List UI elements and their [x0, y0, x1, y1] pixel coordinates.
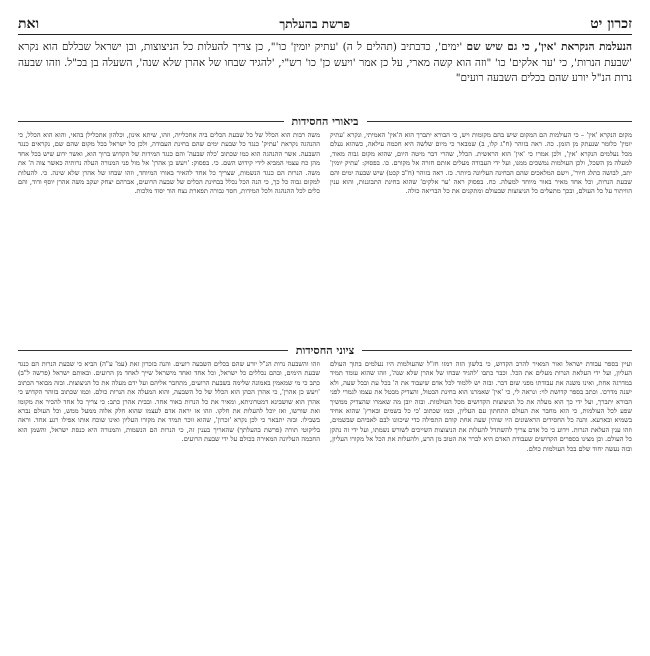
commentary-section-2 — [18, 360, 632, 656]
commentary-1-right-column: מקום הנקרא 'אין' – כי העולמות הם המקום שיש בהם מקומות ויש, כי הבורא יתברך הוא ה'אין' האמיתי, ונקרא 'עתיק יומין' כלומר שנעתק מן הזמן. כה. ראה בזוהר (ח"ג קלו, ב) שמבאר כי מיום שלשה היא חכמה עילאה, כשהוא נעלם מכל נעלמים הנקרא 'אין', ולכן אמרו כי 'אין' הוא הראשית. הכלל, שהרי דבר מיטה היום, שהוא מקום גבוה מאוד, למעלה מן השכל, ולכן העולמות נמשכים ממנו, ועל ידי העבודה מעלים אותם חזרה אל מקורם. כו. בפסוק: 'עתיק יומין' יתב, לבושה כתלג חיור', וישם המלאכים שהם הבחינה העליונה ביותר. כז. ראה בזוהר (ח"ב קכט) שיש שבעה ימים והם שבעת הנרות, וכל אחד מאיר באור מיוחד למעלה. כח. בפסוק ראה 'ער אלקים' שהוא בחינת התבוננות, והוא ענין הוויתור על כל העולם, ובכך מתעלים כל הניצוצות שבעולם ומתקנים את כל הבריאה כולה. — [330, 131, 632, 196]
commentary-section-1 — [18, 131, 632, 339]
running-head-left: ואת — [18, 15, 40, 32]
commentary-2-right-column: ועיין בספר עבודת ישראל ואור המאיר להרב הקדוש, כי בלשון הזה רמזו חז"ל שהעולמות היו נעלמים בתוך העולם העליון, ועל ידי העלאת הנרות מעלים את הכל. וכבר כתבו 'להגיד שבחו של אהרן שלא שנה', וזהו שהוא עומד תמיד במדרגה אחת, ואינו משנה את עבודתו מפני שום דבר. ובזה יש ללמוד לכל אדם שיעבוד את ה' בכל עת ובכל שעה, ולא ישנה מדרכו. וכתב בספר קדושת לוי: ונראה לי, כי 'אין' שאמרנו הוא בחינת הבטול, והצדיק מבטל את עצמו לגמרי לפני הבורא יתברך, ועל ידי כך הוא מעלה את כל הניצוצות הקדושים מכל העולמות. ובזה יובן מה שאמרו שהצדיק ממשיך שפע לכל העולמות, כי הוא מחבר את העולם התחתון עם העליון, וכמו שכתוב 'כי כל בשמים ובארץ' שהוא אחיד בשמיא ובארעא. והנה כל החסידים הראשונים היו שוהין שעה אחת קודם התפילה כדי שיכוונו לבם לאביהם שבשמים, וזהו ענין העלאת הנרות. וידוע כי כל אדם צריך להשתדל להעלות את הניצוצות השייכים לשורש נשמתו, ועל ידי זה נתקן כל העולם. וכן מצינו בספרים הקדושים שעבודת האדם היא לברר את הטוב מן הרע, ולהעלות את הכל אל מקורו העליון, ובזה נעשה יחוד שלם בכל העולמות כולם. — [330, 360, 632, 453]
running-head-center: פרשת בהעלתך — [279, 16, 351, 31]
section-banner-biurei — [18, 113, 632, 129]
main-text-body: 'ימים', כדבתיב (תהלים ל ה) 'עתיק יומין' כו'", כן צריך להעלות כל הניצוצות, ובן ישראל שבללם הוא נקרא 'שבעת הנרות', כי 'ער אלקים' כו' "וזה הוא קשה מארי, על כן אמר 'ויעש כן' כו' רש"י, 'להגיד שבחו של אהרן שלא שנה', השעלה בן בכ"ל. וזהו שבעה נרות הנ"ל יורע שהם בכלים השבעה רועים" — [18, 41, 632, 84]
page-header — [18, 14, 632, 35]
section-title-biurei: ביאורי החסידות — [284, 115, 367, 128]
section-title-tziyunei: ציוני החסידות — [288, 344, 363, 357]
commentary-2-left-column: וזהו והשבעה נרות הנ"ל יורע שהם בכלים השבעה רועים. והנה בזכרון זאת (עמ' ע"ה) הביא כי שבעת הנרות הם כנגד שבעת הימים, ובהם נכללים כל ישראל, וכל אחד ואחד מישראל שייך לאחד מן הרועים. ובאותם ישראל (פרשה ל"ב) כתב כי מי שמאמין באמונה שלימה בשבעת הרועים, מתחבר אליהם ועל ידם מעלה את כל הניצוצות. ובזה מבואר הכתוב 'ויעש כן אהרן', כי אהרן הכהן הוא הכלל של כל השבעה, והוא המעלה את הנרות כולם. וכמו שכתוב בזוהר הקדוש כי אהרן הוא שושבינא דמטרוניתא, ומאיר את כל הנרות באור אחד. ובבית אהרן כתב: כי צריך כל אחד להכיר את מקומו ואת שורשו, ואז יוכל להעלות את חלקו. וזהו אז יראה אדם לעצמו שהוא חלק אלוה ממעל ממש, וכל העולם נברא בשבילו. ובזה יתבאר כי לכן נקרא 'זכרון', שהוא זוכר תמיד את מקורו העליון ואינו שוכח אותו אפילו רגע אחד. וראה בליקוטי תורה (פרשת בהעלתך) שהאריך בענין זה, כי הנרות הם הנשמות, והמנורה היא כנסת ישראל, והשמן הוא החכמה העליונה המאירה בכולם על ידי שבעת הרועים. — [18, 360, 320, 444]
main-text — [18, 40, 632, 110]
running-head-right: זכרון יט — [590, 15, 632, 32]
main-text-lead: הנעלמת הנקראת 'אין', כי גם שיש שם — [466, 41, 632, 53]
section-banner-tziyunei — [18, 342, 632, 358]
book-page — [18, 14, 632, 638]
commentary-1-left-column: משה רבות הוא הכלל של כל שבעת הכלים ביה אחכלייה, וזהו, שיתא אינון, וכלהון אתכלילן בהאי, והוא הוא הכלל, כי ההנהגה נקראת 'עתיק' כנגד כל שבעת ימים שהם בחינת העבודה, ולכן כל ישראל בכל מקום שהם שם, נקראים כנגד השבעה. אשר ההנהגה הוא כמו שכתוב 'כלה שבעה' והם כנגד המידות של הקדוש ברוך הוא, ואשר ידוע שיש בכל אחד מהן כח עצמי המביא לידי קידוש השם. כי. בפסוק: 'ויעש כן אהרן' אל מול פני המנורה העלה נרותיה כאשר צוה ה' את משה. הנרות הם כנגד הנשמות, שצריך כל אחד להאיר באורו המיוחד, וזהו שבחו של אהרן שלא שינה. כי. להעלות למקום גבוה כל כך, כי הנה הכל נכלל בבחינת הכלים של שבעה הרועים, אברהם יצחק יעקב משה אהרן יוסף ודוד, והם כלים לכל ההנהגה ולכל המידות, חסד גבורה תפארת נצח הוד יסוד מלכות. — [18, 131, 320, 196]
